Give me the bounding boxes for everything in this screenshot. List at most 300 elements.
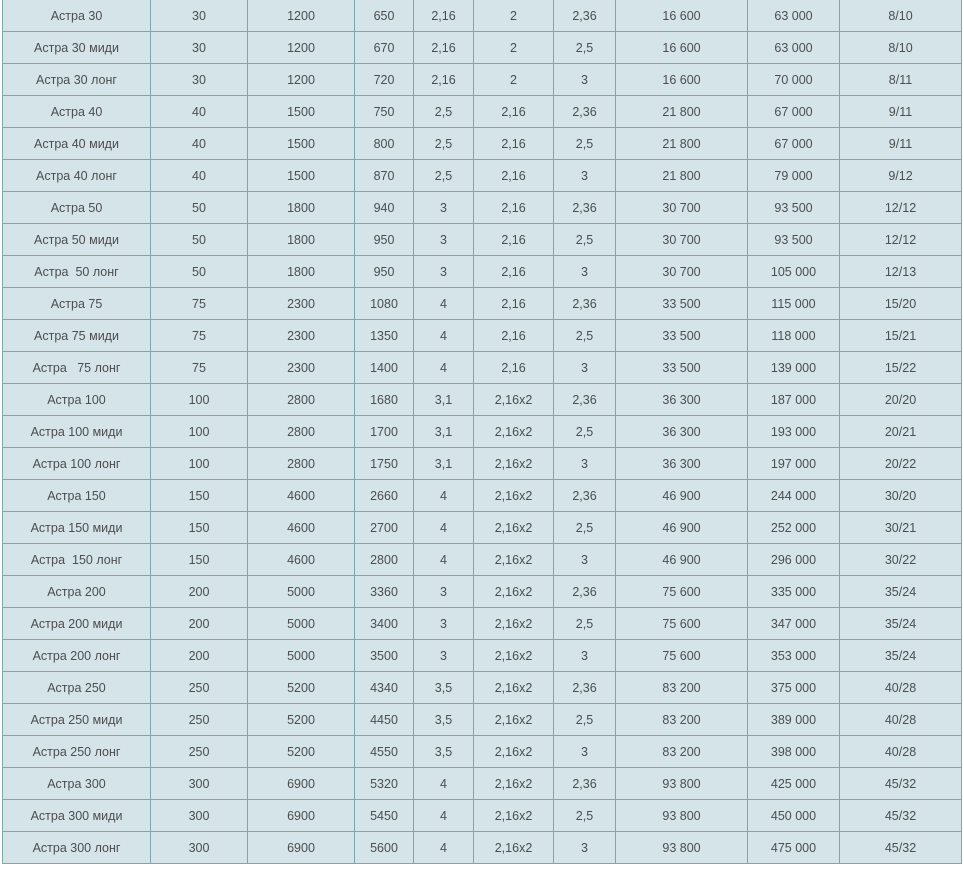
table-cell-col8: 63 000 xyxy=(748,32,840,64)
table-cell-col8: 335 000 xyxy=(748,576,840,608)
table-cell-area: 1400 xyxy=(355,352,414,384)
table-cell-model-name: Астра 200 xyxy=(3,576,151,608)
table-cell-model-name: Астра 150 лонг xyxy=(3,544,151,576)
table-cell-model-name: Астра 50 xyxy=(3,192,151,224)
table-cell-area: 1080 xyxy=(355,288,414,320)
table-row xyxy=(3,448,962,480)
table-cell-power: 75 xyxy=(151,352,248,384)
table-row xyxy=(3,384,962,416)
table-cell-volume: 4600 xyxy=(248,512,355,544)
table-cell-col8: 193 000 xyxy=(748,416,840,448)
table-cell-col9: 35/24 xyxy=(840,608,962,640)
table-cell-volume: 5000 xyxy=(248,640,355,672)
table-cell-volume: 2300 xyxy=(248,320,355,352)
table-cell-power: 50 xyxy=(151,224,248,256)
table-cell-volume: 2800 xyxy=(248,448,355,480)
table-cell-col9: 9/11 xyxy=(840,128,962,160)
table-cell-col8: 105 000 xyxy=(748,256,840,288)
table-cell-area: 5600 xyxy=(355,832,414,864)
table-cell-col8: 296 000 xyxy=(748,544,840,576)
table-cell-area: 950 xyxy=(355,224,414,256)
table-cell-model-name: Астра 40 xyxy=(3,96,151,128)
table-cell-col5: 2,16 xyxy=(474,352,554,384)
table-row xyxy=(3,416,962,448)
table-cell-price: 33 500 xyxy=(616,352,748,384)
table-cell-power: 30 xyxy=(151,64,248,96)
table-cell-col5: 2,16 xyxy=(474,288,554,320)
table-cell-model-name: Астра 75 миди xyxy=(3,320,151,352)
table-cell-col6: 2,5 xyxy=(554,608,616,640)
table-cell-area: 5450 xyxy=(355,800,414,832)
table-cell-power: 75 xyxy=(151,320,248,352)
table-cell-power: 75 xyxy=(151,288,248,320)
table-cell-price: 16 600 xyxy=(616,32,748,64)
table-cell-col5: 2,16 xyxy=(474,96,554,128)
table-cell-area: 2800 xyxy=(355,544,414,576)
table-cell-volume: 1800 xyxy=(248,192,355,224)
table-cell-model-name: Астра 150 xyxy=(3,480,151,512)
table-cell-col5: 2,16 xyxy=(474,128,554,160)
table-cell-price: 21 800 xyxy=(616,160,748,192)
table-cell-area: 3500 xyxy=(355,640,414,672)
table-cell-width: 2,5 xyxy=(414,160,474,192)
table-cell-col6: 3 xyxy=(554,448,616,480)
table-cell-col5: 2,16x2 xyxy=(474,576,554,608)
table-cell-volume: 1500 xyxy=(248,160,355,192)
table-cell-power: 50 xyxy=(151,256,248,288)
table-cell-width: 4 xyxy=(414,800,474,832)
table-row xyxy=(3,352,962,384)
table-row xyxy=(3,128,962,160)
table-cell-price: 46 900 xyxy=(616,544,748,576)
table-cell-area: 3400 xyxy=(355,608,414,640)
table-cell-col9: 40/28 xyxy=(840,672,962,704)
table-cell-col6: 2,5 xyxy=(554,224,616,256)
table-cell-model-name: Астра 40 лонг xyxy=(3,160,151,192)
table-cell-power: 30 xyxy=(151,0,248,32)
table-cell-col5: 2,16x2 xyxy=(474,768,554,800)
table-cell-power: 50 xyxy=(151,192,248,224)
table-row xyxy=(3,192,962,224)
table-row xyxy=(3,256,962,288)
table-cell-price: 46 900 xyxy=(616,512,748,544)
table-cell-col8: 63 000 xyxy=(748,0,840,32)
table-cell-area: 4340 xyxy=(355,672,414,704)
table-cell-col5: 2,16x2 xyxy=(474,480,554,512)
table-cell-col6: 2,36 xyxy=(554,0,616,32)
table-cell-power: 30 xyxy=(151,32,248,64)
table-cell-col9: 20/21 xyxy=(840,416,962,448)
table-cell-area: 2660 xyxy=(355,480,414,512)
table-cell-col5: 2,16 xyxy=(474,320,554,352)
table-cell-col9: 12/12 xyxy=(840,192,962,224)
table-cell-model-name: Астра 30 миди xyxy=(3,32,151,64)
table-cell-model-name: Астра 150 миди xyxy=(3,512,151,544)
table-cell-area: 5320 xyxy=(355,768,414,800)
table-cell-col5: 2 xyxy=(474,64,554,96)
table-body xyxy=(3,0,962,864)
table-cell-price: 83 200 xyxy=(616,736,748,768)
table-cell-volume: 1800 xyxy=(248,224,355,256)
table-cell-power: 200 xyxy=(151,640,248,672)
table-cell-volume: 1200 xyxy=(248,32,355,64)
table-cell-col8: 93 500 xyxy=(748,192,840,224)
table-cell-col6: 3 xyxy=(554,736,616,768)
table-row xyxy=(3,832,962,864)
table-cell-col9: 15/20 xyxy=(840,288,962,320)
table-cell-col6: 2,5 xyxy=(554,416,616,448)
table-cell-power: 100 xyxy=(151,448,248,480)
table-cell-power: 250 xyxy=(151,672,248,704)
table-cell-price: 30 700 xyxy=(616,256,748,288)
table-cell-col8: 425 000 xyxy=(748,768,840,800)
table-cell-model-name: Астра 250 xyxy=(3,672,151,704)
table-cell-width: 4 xyxy=(414,832,474,864)
table-cell-width: 3,5 xyxy=(414,736,474,768)
table-cell-col6: 2,36 xyxy=(554,288,616,320)
table-cell-col6: 3 xyxy=(554,352,616,384)
table-cell-area: 2700 xyxy=(355,512,414,544)
table-cell-volume: 5000 xyxy=(248,576,355,608)
table-cell-price: 93 800 xyxy=(616,800,748,832)
table-cell-col9: 15/22 xyxy=(840,352,962,384)
table-cell-model-name: Астра 75 xyxy=(3,288,151,320)
table-cell-area: 4550 xyxy=(355,736,414,768)
table-cell-volume: 2300 xyxy=(248,288,355,320)
table-cell-price: 75 600 xyxy=(616,640,748,672)
table-row xyxy=(3,800,962,832)
table-row xyxy=(3,64,962,96)
table-cell-volume: 4600 xyxy=(248,480,355,512)
table-cell-price: 36 300 xyxy=(616,384,748,416)
table-cell-col8: 115 000 xyxy=(748,288,840,320)
table-cell-col5: 2,16x2 xyxy=(474,832,554,864)
table-cell-col8: 347 000 xyxy=(748,608,840,640)
table-cell-col5: 2,16x2 xyxy=(474,544,554,576)
table-cell-area: 650 xyxy=(355,0,414,32)
table-cell-volume: 4600 xyxy=(248,544,355,576)
table-cell-power: 40 xyxy=(151,128,248,160)
table-cell-area: 3360 xyxy=(355,576,414,608)
table-cell-col9: 12/13 xyxy=(840,256,962,288)
table-row xyxy=(3,768,962,800)
table-cell-area: 940 xyxy=(355,192,414,224)
table-cell-col6: 3 xyxy=(554,64,616,96)
table-cell-width: 4 xyxy=(414,288,474,320)
table-cell-price: 36 300 xyxy=(616,416,748,448)
table-cell-model-name: Астра 250 миди xyxy=(3,704,151,736)
table-cell-col9: 30/21 xyxy=(840,512,962,544)
price-table-container xyxy=(2,0,961,864)
table-cell-col9: 9/12 xyxy=(840,160,962,192)
table-cell-price: 16 600 xyxy=(616,0,748,32)
table-cell-col9: 45/32 xyxy=(840,768,962,800)
table-cell-volume: 1500 xyxy=(248,96,355,128)
price-table xyxy=(2,0,962,864)
table-cell-price: 83 200 xyxy=(616,672,748,704)
table-cell-model-name: Астра 100 xyxy=(3,384,151,416)
table-cell-width: 2,16 xyxy=(414,0,474,32)
table-cell-volume: 6900 xyxy=(248,768,355,800)
table-cell-col6: 3 xyxy=(554,160,616,192)
table-cell-col8: 70 000 xyxy=(748,64,840,96)
table-cell-volume: 5200 xyxy=(248,672,355,704)
table-cell-width: 3 xyxy=(414,640,474,672)
table-cell-area: 670 xyxy=(355,32,414,64)
table-cell-col6: 2,36 xyxy=(554,480,616,512)
table-cell-col9: 30/22 xyxy=(840,544,962,576)
table-cell-volume: 6900 xyxy=(248,832,355,864)
table-cell-col6: 2,36 xyxy=(554,96,616,128)
table-row xyxy=(3,512,962,544)
table-cell-model-name: Астра 40 миди xyxy=(3,128,151,160)
table-cell-col8: 389 000 xyxy=(748,704,840,736)
table-cell-col8: 252 000 xyxy=(748,512,840,544)
table-cell-col8: 187 000 xyxy=(748,384,840,416)
table-cell-col6: 3 xyxy=(554,640,616,672)
table-cell-col6: 2,36 xyxy=(554,672,616,704)
table-row xyxy=(3,672,962,704)
table-cell-power: 100 xyxy=(151,384,248,416)
table-cell-model-name: Астра 300 лонг xyxy=(3,832,151,864)
table-cell-col9: 8/10 xyxy=(840,0,962,32)
table-cell-price: 30 700 xyxy=(616,192,748,224)
table-cell-col8: 67 000 xyxy=(748,128,840,160)
table-cell-col5: 2,16 xyxy=(474,224,554,256)
table-cell-width: 4 xyxy=(414,480,474,512)
table-cell-width: 4 xyxy=(414,768,474,800)
table-cell-col8: 244 000 xyxy=(748,480,840,512)
table-cell-width: 2,16 xyxy=(414,64,474,96)
table-cell-price: 75 600 xyxy=(616,608,748,640)
table-cell-width: 3 xyxy=(414,256,474,288)
table-cell-price: 33 500 xyxy=(616,320,748,352)
table-cell-col5: 2,16 xyxy=(474,192,554,224)
table-cell-model-name: Астра 200 лонг xyxy=(3,640,151,672)
table-cell-power: 100 xyxy=(151,416,248,448)
table-cell-volume: 5000 xyxy=(248,608,355,640)
table-cell-power: 300 xyxy=(151,832,248,864)
table-cell-model-name: Астра 300 миди xyxy=(3,800,151,832)
table-cell-width: 3,1 xyxy=(414,384,474,416)
table-cell-model-name: Астра 30 xyxy=(3,0,151,32)
table-cell-power: 150 xyxy=(151,512,248,544)
table-cell-width: 4 xyxy=(414,320,474,352)
table-cell-col6: 2,36 xyxy=(554,384,616,416)
table-cell-volume: 1200 xyxy=(248,0,355,32)
table-cell-price: 93 800 xyxy=(616,832,748,864)
table-cell-col9: 30/20 xyxy=(840,480,962,512)
table-cell-col6: 3 xyxy=(554,256,616,288)
table-cell-col6: 2,5 xyxy=(554,32,616,64)
table-cell-col5: 2,16x2 xyxy=(474,448,554,480)
table-row xyxy=(3,96,962,128)
table-cell-volume: 5200 xyxy=(248,736,355,768)
table-cell-col9: 35/24 xyxy=(840,640,962,672)
table-cell-price: 36 300 xyxy=(616,448,748,480)
table-cell-col6: 2,36 xyxy=(554,576,616,608)
table-cell-col5: 2,16x2 xyxy=(474,608,554,640)
table-cell-model-name: Астра 300 xyxy=(3,768,151,800)
table-cell-col8: 398 000 xyxy=(748,736,840,768)
table-cell-col9: 12/12 xyxy=(840,224,962,256)
table-cell-power: 250 xyxy=(151,704,248,736)
table-cell-col9: 8/11 xyxy=(840,64,962,96)
table-cell-volume: 5200 xyxy=(248,704,355,736)
table-cell-col8: 79 000 xyxy=(748,160,840,192)
table-cell-price: 33 500 xyxy=(616,288,748,320)
table-cell-width: 3,5 xyxy=(414,672,474,704)
table-cell-volume: 2800 xyxy=(248,416,355,448)
table-cell-power: 300 xyxy=(151,768,248,800)
table-cell-power: 150 xyxy=(151,544,248,576)
table-cell-col9: 20/22 xyxy=(840,448,962,480)
table-row xyxy=(3,736,962,768)
table-cell-col8: 353 000 xyxy=(748,640,840,672)
table-cell-area: 1350 xyxy=(355,320,414,352)
table-cell-model-name: Астра 50 миди xyxy=(3,224,151,256)
table-cell-area: 750 xyxy=(355,96,414,128)
table-cell-area: 1700 xyxy=(355,416,414,448)
table-cell-col5: 2,16x2 xyxy=(474,640,554,672)
table-cell-price: 21 800 xyxy=(616,128,748,160)
table-cell-model-name: Астра 100 миди xyxy=(3,416,151,448)
table-cell-area: 4450 xyxy=(355,704,414,736)
table-cell-col8: 93 500 xyxy=(748,224,840,256)
table-cell-col9: 40/28 xyxy=(840,704,962,736)
table-row xyxy=(3,0,962,32)
table-cell-width: 3 xyxy=(414,192,474,224)
table-cell-model-name: Астра 50 лонг xyxy=(3,256,151,288)
table-cell-volume: 1800 xyxy=(248,256,355,288)
table-row xyxy=(3,640,962,672)
table-cell-col9: 45/32 xyxy=(840,832,962,864)
table-cell-col5: 2,16x2 xyxy=(474,672,554,704)
table-cell-col8: 139 000 xyxy=(748,352,840,384)
table-cell-width: 2,16 xyxy=(414,32,474,64)
table-cell-col8: 450 000 xyxy=(748,800,840,832)
table-cell-power: 150 xyxy=(151,480,248,512)
table-cell-col9: 40/28 xyxy=(840,736,962,768)
table-cell-col5: 2,16x2 xyxy=(474,416,554,448)
table-cell-col6: 2,5 xyxy=(554,320,616,352)
table-cell-col5: 2,16x2 xyxy=(474,512,554,544)
table-cell-width: 3,1 xyxy=(414,448,474,480)
table-row xyxy=(3,544,962,576)
table-cell-col9: 8/10 xyxy=(840,32,962,64)
table-cell-width: 3,1 xyxy=(414,416,474,448)
table-cell-width: 4 xyxy=(414,352,474,384)
table-cell-col5: 2 xyxy=(474,0,554,32)
table-cell-col6: 2,5 xyxy=(554,800,616,832)
table-cell-col9: 45/32 xyxy=(840,800,962,832)
table-cell-width: 2,5 xyxy=(414,96,474,128)
table-cell-width: 3 xyxy=(414,576,474,608)
table-cell-col6: 2,36 xyxy=(554,192,616,224)
table-cell-area: 800 xyxy=(355,128,414,160)
table-cell-volume: 2300 xyxy=(248,352,355,384)
table-cell-col6: 2,5 xyxy=(554,128,616,160)
table-cell-volume: 6900 xyxy=(248,800,355,832)
table-cell-col5: 2,16 xyxy=(474,256,554,288)
table-cell-model-name: Астра 100 лонг xyxy=(3,448,151,480)
table-cell-model-name: Астра 30 лонг xyxy=(3,64,151,96)
table-cell-col8: 197 000 xyxy=(748,448,840,480)
table-cell-col8: 475 000 xyxy=(748,832,840,864)
table-cell-price: 83 200 xyxy=(616,704,748,736)
table-cell-col5: 2 xyxy=(474,32,554,64)
table-cell-col6: 3 xyxy=(554,832,616,864)
table-cell-volume: 1200 xyxy=(248,64,355,96)
table-cell-price: 30 700 xyxy=(616,224,748,256)
table-cell-col6: 3 xyxy=(554,544,616,576)
table-row xyxy=(3,480,962,512)
table-cell-model-name: Астра 250 лонг xyxy=(3,736,151,768)
table-cell-col5: 2,16x2 xyxy=(474,384,554,416)
table-cell-col5: 2,16x2 xyxy=(474,736,554,768)
table-cell-power: 300 xyxy=(151,800,248,832)
table-cell-col9: 15/21 xyxy=(840,320,962,352)
table-cell-col8: 118 000 xyxy=(748,320,840,352)
table-cell-col6: 2,5 xyxy=(554,704,616,736)
table-cell-area: 950 xyxy=(355,256,414,288)
table-cell-price: 75 600 xyxy=(616,576,748,608)
table-cell-width: 3,5 xyxy=(414,704,474,736)
table-cell-width: 4 xyxy=(414,544,474,576)
table-cell-col6: 2,36 xyxy=(554,768,616,800)
table-cell-area: 870 xyxy=(355,160,414,192)
table-row xyxy=(3,224,962,256)
table-cell-area: 1750 xyxy=(355,448,414,480)
table-cell-col9: 35/24 xyxy=(840,576,962,608)
table-cell-width: 3 xyxy=(414,224,474,256)
table-cell-model-name: Астра 75 лонг xyxy=(3,352,151,384)
table-cell-col5: 2,16x2 xyxy=(474,704,554,736)
table-row xyxy=(3,608,962,640)
table-cell-col8: 67 000 xyxy=(748,96,840,128)
table-row xyxy=(3,576,962,608)
table-cell-volume: 2800 xyxy=(248,384,355,416)
table-cell-power: 40 xyxy=(151,160,248,192)
table-row xyxy=(3,32,962,64)
table-cell-area: 1680 xyxy=(355,384,414,416)
table-cell-col6: 2,5 xyxy=(554,512,616,544)
table-cell-col8: 375 000 xyxy=(748,672,840,704)
table-row xyxy=(3,160,962,192)
table-cell-power: 40 xyxy=(151,96,248,128)
table-cell-col5: 2,16 xyxy=(474,160,554,192)
table-cell-price: 46 900 xyxy=(616,480,748,512)
table-cell-price: 93 800 xyxy=(616,768,748,800)
table-cell-power: 200 xyxy=(151,608,248,640)
table-row xyxy=(3,704,962,736)
table-cell-model-name: Астра 200 миди xyxy=(3,608,151,640)
table-cell-col5: 2,16x2 xyxy=(474,800,554,832)
table-cell-width: 4 xyxy=(414,512,474,544)
table-cell-price: 16 600 xyxy=(616,64,748,96)
table-cell-price: 21 800 xyxy=(616,96,748,128)
table-cell-col9: 9/11 xyxy=(840,96,962,128)
table-cell-power: 200 xyxy=(151,576,248,608)
table-row xyxy=(3,288,962,320)
table-cell-volume: 1500 xyxy=(248,128,355,160)
table-row xyxy=(3,320,962,352)
table-cell-width: 2,5 xyxy=(414,128,474,160)
table-cell-area: 720 xyxy=(355,64,414,96)
table-cell-power: 250 xyxy=(151,736,248,768)
table-cell-width: 3 xyxy=(414,608,474,640)
table-cell-col9: 20/20 xyxy=(840,384,962,416)
